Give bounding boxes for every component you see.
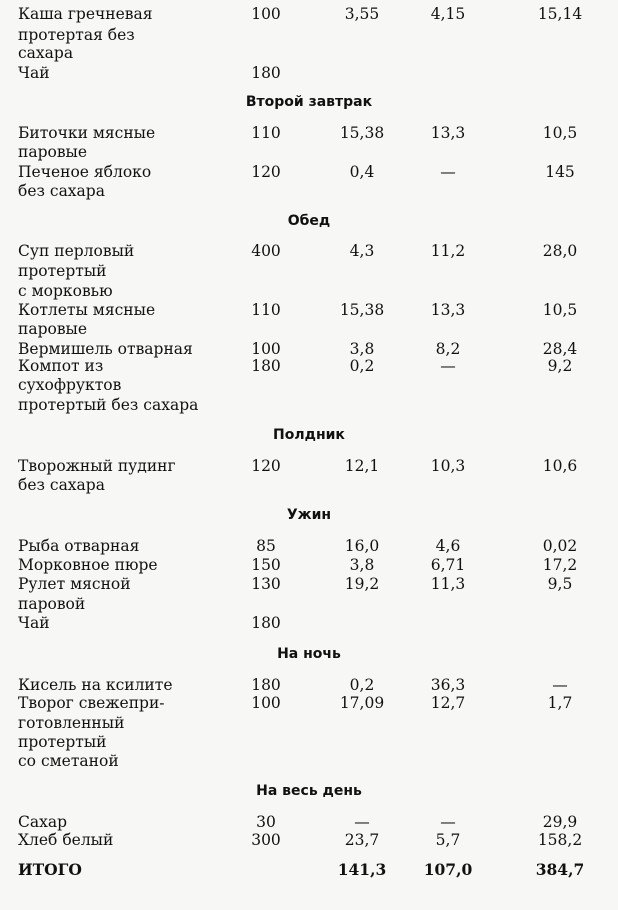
dish-name-cell: Сахар: [18, 813, 68, 831]
fat-cell: 12,7: [430, 694, 466, 712]
carbs-cell: 29,9: [542, 813, 578, 831]
mass-cell: 150: [251, 556, 281, 574]
fat-cell: 4,15: [430, 5, 466, 23]
dish-name-cell: Вермишель отварная: [18, 340, 193, 358]
fat-cell: 13,3: [430, 124, 466, 142]
table-row: [0, 375, 618, 395]
protein-cell: 3,8: [349, 340, 375, 358]
mass-cell: 300: [251, 831, 281, 849]
table-row: [0, 43, 618, 63]
dish-name-cell: Каша гречневая: [18, 5, 153, 23]
table-row: [0, 860, 618, 880]
table-row: [0, 536, 618, 556]
table-row: [0, 613, 618, 633]
protein-cell: 0,4: [349, 163, 375, 181]
mass-cell: 100: [251, 694, 281, 712]
dish-name-cell: паровой: [18, 595, 86, 613]
section-heading: Обед: [287, 213, 331, 229]
dish-name-cell: Хлеб белый: [18, 831, 114, 849]
protein-cell: 141,3: [337, 860, 387, 879]
table-row: [0, 475, 618, 495]
table-row: [0, 594, 618, 614]
fat-cell: 11,2: [430, 242, 466, 260]
mass-cell: 110: [251, 124, 281, 142]
fat-cell: 36,3: [430, 676, 466, 694]
carbs-cell: 10,5: [542, 301, 578, 319]
mass-cell: 30: [256, 813, 276, 831]
dish-name-cell: без сахара: [18, 476, 105, 494]
table-row: [0, 181, 618, 201]
carbs-cell: —: [552, 676, 568, 694]
protein-cell: 12,1: [344, 457, 380, 475]
carbs-cell: 17,2: [542, 556, 578, 574]
carbs-cell: 145: [545, 163, 575, 181]
protein-cell: 0,2: [349, 676, 375, 694]
section-heading: Второй завтрак: [245, 94, 373, 110]
mass-cell: 180: [251, 676, 281, 694]
mass-cell: 130: [251, 575, 281, 593]
carbs-cell: 158,2: [537, 831, 583, 849]
dish-name-cell: Рулет мясной: [18, 575, 131, 593]
fat-cell: 8,2: [435, 340, 461, 358]
protein-cell: 17,09: [339, 694, 385, 712]
dish-name-cell: сахара: [18, 44, 74, 62]
table-row: [0, 574, 618, 594]
dish-name-cell: с морковью: [18, 282, 113, 300]
dish-name-cell: Кисель на ксилите: [18, 676, 173, 694]
carbs-cell: 10,5: [542, 124, 578, 142]
protein-cell: 19,2: [344, 575, 380, 593]
dish-name-cell: готовленный: [18, 714, 125, 732]
protein-cell: 4,3: [349, 242, 375, 260]
carbs-cell: 9,2: [547, 357, 573, 375]
dish-name-cell: протертый: [18, 262, 107, 280]
mass-cell: 120: [251, 457, 281, 475]
carbs-cell: 15,14: [537, 5, 583, 23]
fat-cell: 6,71: [430, 556, 466, 574]
table-row: [0, 395, 618, 415]
carbs-cell: 28,0: [542, 242, 578, 260]
fat-cell: —: [440, 357, 456, 375]
mass-cell: 180: [251, 614, 281, 632]
mass-cell: 400: [251, 242, 281, 260]
dish-name-cell: паровые: [18, 320, 88, 338]
table-row: [0, 261, 618, 281]
fat-cell: 13,3: [430, 301, 466, 319]
dish-name-cell: без сахара: [18, 182, 105, 200]
mass-cell: 110: [251, 301, 281, 319]
table-row: [0, 713, 618, 733]
dish-name-cell: Рыба отварная: [18, 537, 140, 555]
carbs-cell: 10,6: [542, 457, 578, 475]
mass-cell: 100: [251, 340, 281, 358]
dish-name-cell: Морковное пюре: [18, 556, 158, 574]
table-row: [0, 693, 618, 713]
table-row: [0, 241, 618, 261]
table-row: [0, 162, 618, 182]
fat-cell: 11,3: [430, 575, 466, 593]
table-row: [0, 281, 618, 301]
table-row: [0, 25, 618, 45]
protein-cell: 0,2: [349, 357, 375, 375]
fat-cell: 4,6: [435, 537, 461, 555]
dish-name-cell: сухофруктов: [18, 376, 122, 394]
fat-cell: —: [440, 163, 456, 181]
dish-name-cell: протертый без сахара: [18, 396, 199, 414]
dish-name-cell: протертая без: [18, 26, 135, 44]
protein-cell: 15,38: [339, 124, 385, 142]
dish-name-cell: паровые: [18, 143, 88, 161]
dish-name-cell: протертый: [18, 733, 107, 751]
table-row: [0, 4, 618, 24]
carbs-cell: 1,7: [547, 694, 573, 712]
dish-name-cell: Котлеты мясные: [18, 301, 156, 319]
table-row: [0, 123, 618, 143]
table-row: [0, 812, 618, 832]
protein-cell: 23,7: [344, 831, 380, 849]
table-row: [0, 555, 618, 575]
section-heading: Полдник: [273, 427, 345, 443]
dish-name-cell: Печеное яблоко: [18, 163, 152, 181]
dish-name-cell: ИТОГО: [18, 860, 82, 879]
protein-cell: 16,0: [344, 537, 380, 555]
dish-name-cell: Биточки мясные: [18, 124, 156, 142]
dish-name-cell: Компот из: [18, 357, 104, 375]
table-row: [0, 830, 618, 850]
section-heading: На ночь: [277, 646, 341, 662]
mass-cell: 180: [251, 357, 281, 375]
fat-cell: 5,7: [435, 831, 461, 849]
protein-cell: 3,8: [349, 556, 375, 574]
fat-cell: 107,0: [423, 860, 473, 879]
dish-name-cell: Суп перловый: [18, 242, 135, 260]
protein-cell: 15,38: [339, 301, 385, 319]
carbs-cell: 9,5: [547, 575, 573, 593]
mass-cell: 120: [251, 163, 281, 181]
dish-name-cell: Чай: [18, 614, 50, 632]
table-row: [0, 751, 618, 771]
section-heading: Ужин: [286, 507, 332, 523]
carbs-cell: 28,4: [542, 340, 578, 358]
fat-cell: 10,3: [430, 457, 466, 475]
carbs-cell: 0,02: [542, 537, 578, 555]
table-row: [0, 675, 618, 695]
table-row: [0, 732, 618, 752]
table-row: [0, 456, 618, 476]
dish-name-cell: Творожный пудинг: [18, 457, 176, 475]
table-row: [0, 319, 618, 339]
carbs-cell: 384,7: [535, 860, 585, 879]
dish-name-cell: со сметаной: [18, 752, 119, 770]
dish-name-cell: Чай: [18, 64, 50, 82]
fat-cell: —: [440, 813, 456, 831]
protein-cell: —: [354, 813, 370, 831]
table-row: [0, 63, 618, 83]
mass-cell: 85: [256, 537, 276, 555]
protein-cell: 3,55: [344, 5, 380, 23]
section-heading: На весь день: [256, 783, 362, 799]
table-row: [0, 356, 618, 376]
dish-name-cell: Творог свежепри-: [18, 694, 165, 712]
mass-cell: 180: [251, 64, 281, 82]
mass-cell: 100: [251, 5, 281, 23]
table-row: [0, 300, 618, 320]
table-row: [0, 142, 618, 162]
